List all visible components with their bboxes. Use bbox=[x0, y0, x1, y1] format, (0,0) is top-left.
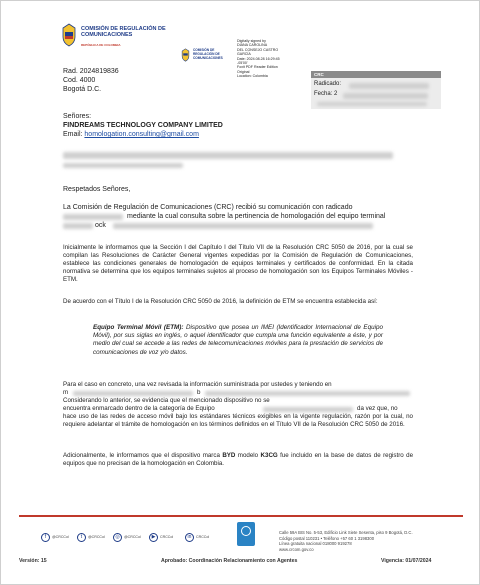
address-line: Calle 59A BIS No. 5-53, Edificio Link Siete Sesenta, piso 9 Bogotá, D.C. bbox=[279, 530, 413, 535]
paragraph-4-line-4a: encuentra enmarcado dentro de la categoría de Equipo bbox=[63, 405, 215, 412]
signature-line: DIANA CAROLINA bbox=[237, 43, 268, 48]
coat-of-arms-icon bbox=[61, 23, 77, 47]
address-line: Código postal 110231 • Teléfono +57 60 1 3198300 bbox=[279, 535, 375, 541]
recipient-company: FINDREAMS TECHNOLOGY COMPANY LIMITED bbox=[63, 122, 223, 129]
salutation: Respetados Señores, bbox=[63, 186, 131, 193]
paragraph-2: Inicialmente le informamos que la Sección I del Capítulo I del Título VII de la Resolución CRC 5050 de 2016, por la cual se compilan las Resoluciones de Carácter General vigentes expedidas por la Comisión de Regulación de Comunicaciones, establece las condiciones generales de homologación de equipos terminales y certificados de conformidad. En la citada normativa se determina que los equipos terminales sujetos al proceso de homologación son los Equipos Terminales Móviles - ETM. bbox=[63, 244, 413, 283]
social-label: CRCCol bbox=[160, 535, 174, 539]
signature-line: Digitally signed by bbox=[237, 39, 266, 43]
paragraph-1-line-3: ock bbox=[95, 222, 106, 229]
p5-text-b: modelo bbox=[235, 452, 261, 459]
radicado-box-title: CRC bbox=[311, 71, 441, 78]
paragraph-5 bbox=[63, 452, 413, 468]
email-label: Email: bbox=[63, 131, 85, 138]
website-link[interactable]: www.crcom.gov.co bbox=[279, 546, 314, 552]
signature-line: GARCÍA bbox=[237, 52, 251, 57]
twitter-icon: t bbox=[77, 533, 86, 542]
paragraph-4-line-3: Considerando lo anterior, se evidencia que el mencionado dispositivo no se bbox=[63, 397, 270, 404]
social-link-twitter[interactable] bbox=[77, 533, 103, 543]
logo-text: COMISIÓN DE REGULACIÓN DE COMUNICACIONES bbox=[81, 26, 166, 38]
redacted-block bbox=[73, 391, 193, 396]
footer-address bbox=[279, 530, 459, 552]
redacted-block bbox=[63, 214, 123, 220]
paragraph-3: De acuerdo con el Título I de la Resolución CRC 5050 de 2016, la definición de ETM se encuentra establecida así: bbox=[63, 298, 378, 305]
facebook-icon: f bbox=[41, 533, 50, 542]
paragraph-4-rest: hace uso de las redes de acceso móvil bajo los estándares técnicos exigibles en la vigente regulación, razón por la cual, no requiere adelantar el trámite de homologación en los términos definidos en el Título VII de la Resolución CRC 5050 de 2016. bbox=[63, 413, 413, 428]
social-link-youtube[interactable] bbox=[149, 533, 175, 543]
document-version: Versión: 15 bbox=[19, 558, 47, 564]
paragraph-4-line-2: m bbox=[63, 389, 69, 396]
logo-subtitle: REPÚBLICA DE COLOMBIA bbox=[81, 43, 121, 47]
city: Bogotá D.C. bbox=[63, 86, 102, 93]
address-line: Línea gratuita nacional 018000 919278 bbox=[279, 541, 352, 547]
p5-text-a: Adicionalmente, le informamos que el dispositivo marca bbox=[63, 452, 223, 459]
redacted-block bbox=[205, 391, 410, 396]
signature-line: Original bbox=[237, 69, 250, 74]
coat-of-arms-icon bbox=[181, 48, 190, 62]
recipient-greeting: Señores: bbox=[63, 113, 92, 120]
youtube-icon: ▶ bbox=[149, 533, 158, 542]
paragraph-4-line-4b: da vez que, no bbox=[357, 405, 398, 412]
etm-definition-quote bbox=[93, 324, 383, 357]
paragraph-4-line-2b: b bbox=[197, 389, 201, 396]
radicado-label: Radicado: bbox=[314, 81, 342, 87]
redacted-block bbox=[63, 163, 183, 168]
badge-icon bbox=[241, 526, 251, 536]
document-validity: Vigencia: 01/07/2024 bbox=[381, 558, 432, 564]
document-approval: Aprobado: Coordinación Relacionamiento con Agentes bbox=[161, 558, 298, 564]
device-brand: BYD bbox=[222, 452, 236, 459]
certification-badge bbox=[237, 522, 255, 546]
linkedin-icon: in bbox=[185, 533, 194, 542]
redacted-block bbox=[63, 223, 93, 229]
email-link[interactable]: homologation.consulting@gmail.com bbox=[84, 131, 199, 138]
mini-logo-text: COMISIÓN DE REGULACIÓN DE COMUNICACIONES bbox=[193, 48, 223, 60]
redacted-block bbox=[349, 83, 429, 89]
signature-line: Location: Colombia bbox=[237, 74, 268, 79]
redacted-block bbox=[317, 102, 427, 106]
mini-crc-logo bbox=[181, 48, 235, 64]
signature-line: -05'00' bbox=[237, 61, 248, 66]
device-model: K3CG bbox=[260, 452, 278, 459]
instagram-icon: ◎ bbox=[113, 533, 122, 542]
social-link-linkedin[interactable] bbox=[185, 533, 211, 543]
signature-line: Date: 2024.08.28 16:29:45 bbox=[237, 56, 280, 61]
footer-divider bbox=[19, 515, 463, 517]
crc-logo bbox=[61, 23, 176, 51]
social-label: CRCCol bbox=[196, 535, 210, 539]
radicado-box bbox=[311, 71, 441, 109]
p5-text-c: fue incluido en la base de datos de registro de equipos que no precisan de la homologación en Colombia. bbox=[63, 452, 414, 467]
redacted-block bbox=[63, 152, 393, 159]
rad-number: Rad. 2024819836 bbox=[63, 68, 119, 75]
redacted-block bbox=[263, 407, 353, 412]
quote-body: Dispositivo que posea un IMEI (Identificador Internacional de Equipo Móvil), por sus siglas en inglés, o aquel identificador que cumpla una función equivalente a éste, y por medio del cual se accede a las redes de telecomunicaciones móviles para la prestación de servicios de comunicaciones de voz y/o datos. bbox=[93, 324, 383, 356]
social-link-facebook[interactable] bbox=[41, 533, 67, 543]
social-label: @CRCCol bbox=[124, 535, 141, 539]
social-link-instagram[interactable] bbox=[113, 533, 139, 543]
signature-line: Foxit PDF Reader Edition bbox=[237, 65, 278, 70]
paragraph-1-line-1: La Comisión de Regulación de Comunicaciones (CRC) recibió su comunicación con radicado bbox=[63, 204, 353, 211]
quote-term: Equipo Terminal Móvil (ETM): bbox=[93, 324, 184, 331]
signature-line: DEL CONSEJO CASTRO bbox=[237, 47, 279, 52]
redacted-block bbox=[113, 223, 373, 229]
cod-number: Cod. 4000 bbox=[63, 77, 96, 84]
digital-signature bbox=[237, 39, 307, 79]
paragraph-4-line-1: Para el caso en concreto, una vez revisada la información suministrada por ustedes y teniendo en bbox=[63, 381, 332, 388]
recipient-email-line bbox=[63, 130, 199, 139]
social-label: @CRCCol bbox=[52, 535, 69, 539]
fecha-label: Fecha: 2 bbox=[314, 91, 338, 97]
social-label: @CRCCol bbox=[88, 535, 105, 539]
redacted-block bbox=[343, 93, 428, 99]
paragraph-1-line-2: mediante la cual consulta sobre la pertinencia de homologación del equipo terminal bbox=[127, 213, 386, 220]
